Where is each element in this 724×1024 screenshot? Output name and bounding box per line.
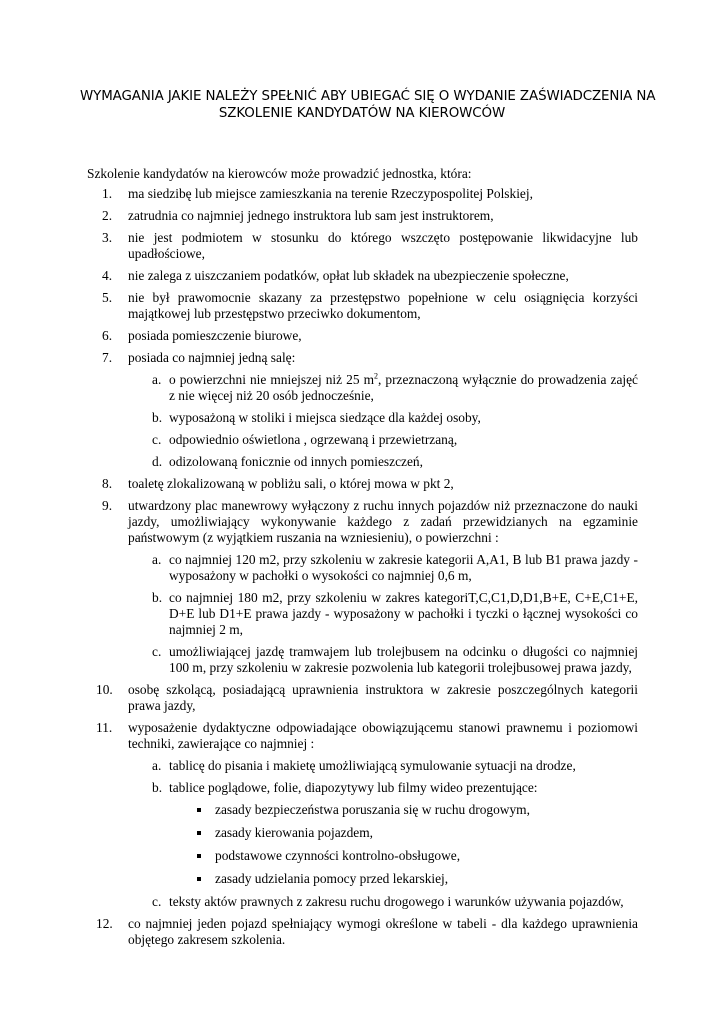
- document-body: [87, 166, 638, 954]
- bullet-item: podstawowe czynności kontrolno-obsługowe,: [87, 848, 638, 864]
- list-item-11: 11. wyposażenie dydaktyczne odpowiadające obowiązującemu stanowi prawnemu i poziomowi techniki, zawierające co najmniej :: [96, 720, 638, 751]
- list-item-12: 12. co najmniej jeden pojazd spełniający wymogi określone w tabeli - dla każdego uprawnienia objętego zakresem szkolenia.: [96, 916, 638, 947]
- list-item-10: 10. osobę szkolącą, posiadającą uprawnienia instruktora w zakresie poszczególnych kategorii prawa jazdy,: [96, 682, 638, 713]
- sub-item-9a: a. co najmniej 120 m2, przy szkoleniu w zakresie kategorii A,A1, B lub B1 prawa jazdy - wyposażony w pachołki o wysokości co najmniej 0,6 m,: [152, 552, 638, 583]
- bullet-item: zasady udzielania pomocy przed lekarskiej,: [87, 871, 638, 887]
- list-item-6: 6. posiada pomieszczenie biurowe,: [102, 328, 302, 343]
- title-line-2: SZKOLENIE KANDYDATÓW NA KIEROWCÓW: [218, 106, 506, 121]
- sub-item-7a: a. o powierzchni nie mniejszej niż 25 $m^2$, przeznaczoną wyłącznie do prowadzenia zajęć z nie więcej niż 20 osób jednocześnie,: [152, 371, 638, 403]
- sub-item-11b: b. tablice poglądowe, folie, diapozytywy lub filmy wideo prezentujące:: [152, 780, 538, 795]
- list-item-8: 8. toaletę zlokalizowaną w pobliżu sali, o której mowa w pkt 2,: [102, 476, 454, 491]
- square-bullet-icon: [197, 808, 201, 812]
- bullet-item: zasady kierowania pojazdem,: [87, 825, 638, 841]
- list-item-9: 9. utwardzony plac manewrowy wyłączony z ruchu innych pojazdów niż przeznaczone do nauki jazdy, umożliwiający wykonywanie każdego z zadań przewidzianych na egzaminie państwowym (z wyjątkiem ruszania na wzniesieniu), o powierzchni :: [102, 498, 638, 545]
- sub-item-7c: c. odpowiednio oświetlona , ogrzewaną i przewietrzaną,: [152, 432, 458, 447]
- list-item-2: 2. zatrudnia co najmniej jednego instruktora lub sam jest instruktorem,: [102, 208, 494, 223]
- sub-item-11c: c. teksty aktów prawnych z zakresu ruchu drogowego i warunków używania pojazdów,: [152, 894, 624, 909]
- bullet-item: zasady bezpieczeństwa poruszania się w ruchu drogowym,: [87, 802, 638, 818]
- sub-item-9b: b. co najmniej 180 m2, przy szkoleniu w zakres kategoriT,C,C1,D,D1,B+E, C+E,C1+E, D+E lub D1+E prawa jazdy - wyposażony w pachołki i tyczki o łącznej wysokości co najmniej 2 m,: [152, 590, 638, 637]
- list-item-4: 4. nie zalega z uiszczaniem podatków, opłat lub składek na ubezpieczenie społeczne,: [102, 268, 569, 283]
- list-item-7: 7. posiada co najmniej jedną salę:: [102, 350, 296, 365]
- document-title: [80, 88, 656, 122]
- sub-item-9c: c. umożliwiającej jazdę tramwajem lub trolejbusem na odcinku o długości co najmniej 100 m, przy szkoleniu w zakresie pozwolenia lub kategorii trolejbusowej prawa jazdy,: [152, 644, 638, 675]
- square-bullet-icon: [197, 831, 201, 835]
- sub-item-11a: a. tablicę do pisania i makietę umożliwiającą symulowanie sytuacji na drodze,: [152, 758, 576, 773]
- list-item-3: 3. nie jest podmiotem w stosunku do którego wszczęto postępowanie likwidacyjne lub upadłościowe,: [102, 230, 638, 261]
- square-bullet-icon: [197, 854, 201, 858]
- sub-item-7d: d. odizolowaną fonicznie od innych pomieszczeń,: [152, 454, 423, 469]
- square-bullet-icon: [197, 877, 201, 881]
- title-line-1: WYMAGANIA JAKIE NALEŻY SPEŁNIĆ ABY UBIEGAĆ SIĘ O WYDANIE ZAŚWIADCZENIA NA: [80, 89, 656, 104]
- list-item-5: 5. nie był prawomocnie skazany za przestępstwo popełnione w celu osiągnięcia korzyści majątkowej lub przestępstwo przeciwko dokumentom,: [102, 290, 638, 321]
- intro-paragraph: Szkolenie kandydatów na kierowców może prowadzić jednostka, która:: [87, 166, 472, 181]
- sub-item-7b: b. wyposażoną w stoliki i miejsca siedzące dla każdej osoby,: [152, 410, 481, 425]
- list-item-1: 1. ma siedzibę lub miejsce zamieszkania na terenie Rzeczypospolitej Polskiej,: [102, 186, 533, 201]
